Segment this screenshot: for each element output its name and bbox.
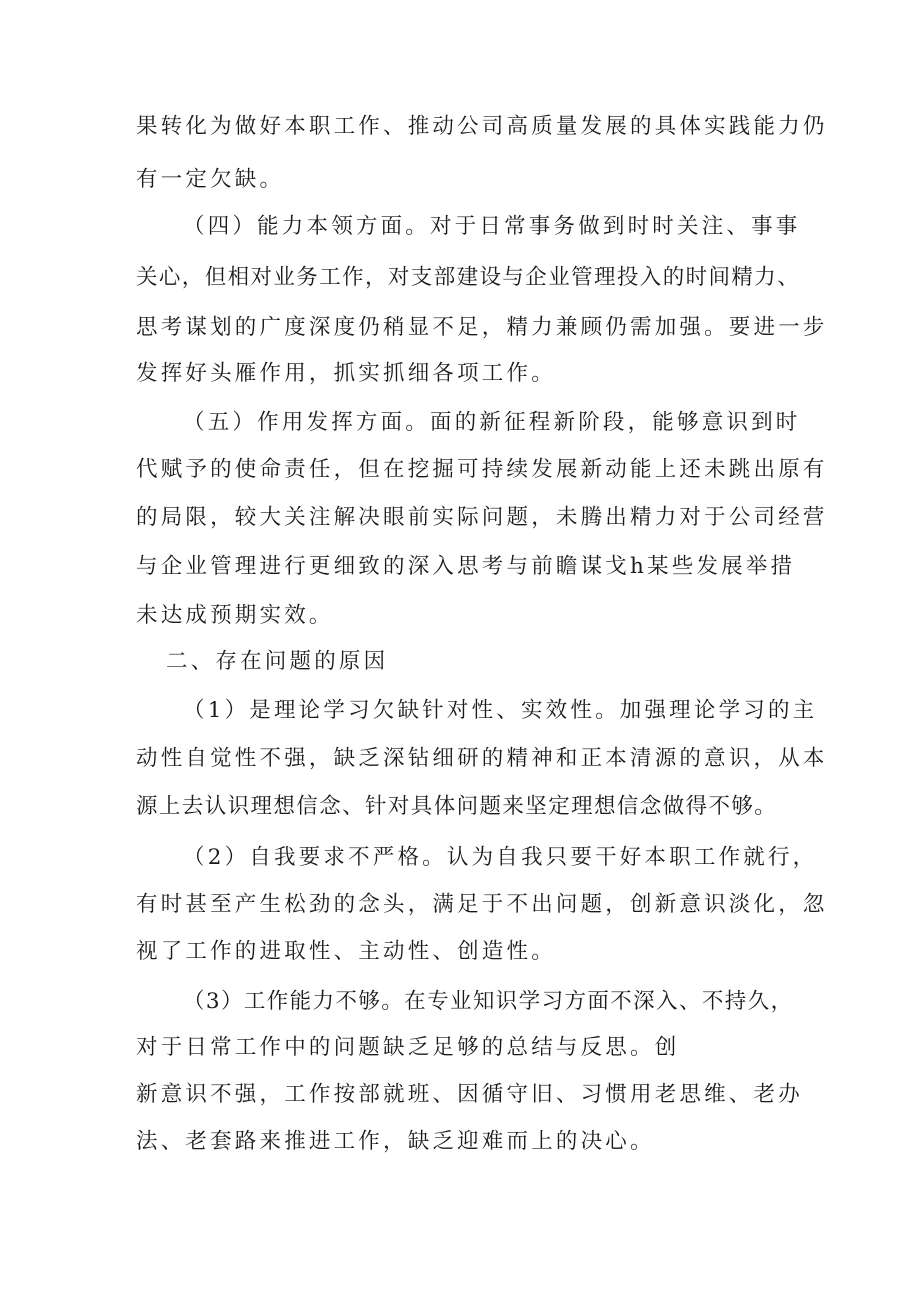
text-line-21: 新意识不强，工作按部就班、因循守旧、习惯用老思维、老办: [136, 1082, 803, 1107]
section-heading: 二、存在问题的原因: [166, 649, 389, 674]
text-line-7: （五）作用发挥方面。面的新征程新阶段，能够意识到时: [183, 410, 801, 435]
text-line-15: 源上去认识理想信念、针对具体问题来坚定理想信念做得不够。: [136, 794, 778, 819]
text-line-20: 对于日常工作中的问题缺乏足够的总结与反思。创: [136, 1035, 680, 1060]
text-line-3: （四）能力本领方面。对于日常事务做到时时关注、事事: [183, 214, 801, 239]
text-line-13: （1）是理论学习欠缺针对性、实效性。加强理论学习的主: [183, 698, 818, 723]
text-line-14: 动性自觉性不强，缺乏深钻细研的精神和正本清源的意识，从本: [136, 746, 828, 771]
text-line-22: 法、老套路来推进工作，缺乏迎难而上的决心。: [136, 1129, 655, 1154]
text-line-17: 有时甚至产生松劲的念头，满足于不出问题，创新意识淡化，忽: [136, 892, 828, 917]
text-line-8: 代赋予的使命责任，但在挖掘可持续发展新动能上还未跳出原有: [136, 457, 828, 482]
text-line-1: 果转化为做好本职工作、推动公司高质量发展的具体实践能力仍: [136, 114, 828, 139]
text-line-18: 视了工作的进取性、主动性、创造性。: [136, 939, 556, 964]
text-line-5: 思考谋划的广度深度仍稍显不足，精力兼顾仍需加强。要进一步: [136, 315, 828, 340]
text-line-10: 与企业管理进行更细致的深入思考与前瞻谋戈h某些发展举措: [136, 554, 796, 579]
text-line-16: （2）自我要求不严格。认为自我只要干好本职工作就行，: [183, 845, 818, 870]
text-line-2: 有一定欠缺。: [136, 167, 285, 192]
text-line-9: 的局限，较大关注解决眼前实际问题，未腾出精力对于公司经营: [136, 505, 828, 530]
text-line-6: 发挥好头雁作用，抓实抓细各项工作。: [136, 361, 556, 386]
text-line-19: （3）工作能力不够。在专业知识学习方面不深入、不持久，: [183, 989, 794, 1014]
text-line-4: 关心，但相对业务工作，对支部建设与企业管理投入的时间精力、: [136, 265, 801, 290]
text-line-11: 未达成预期实效。: [136, 603, 334, 628]
